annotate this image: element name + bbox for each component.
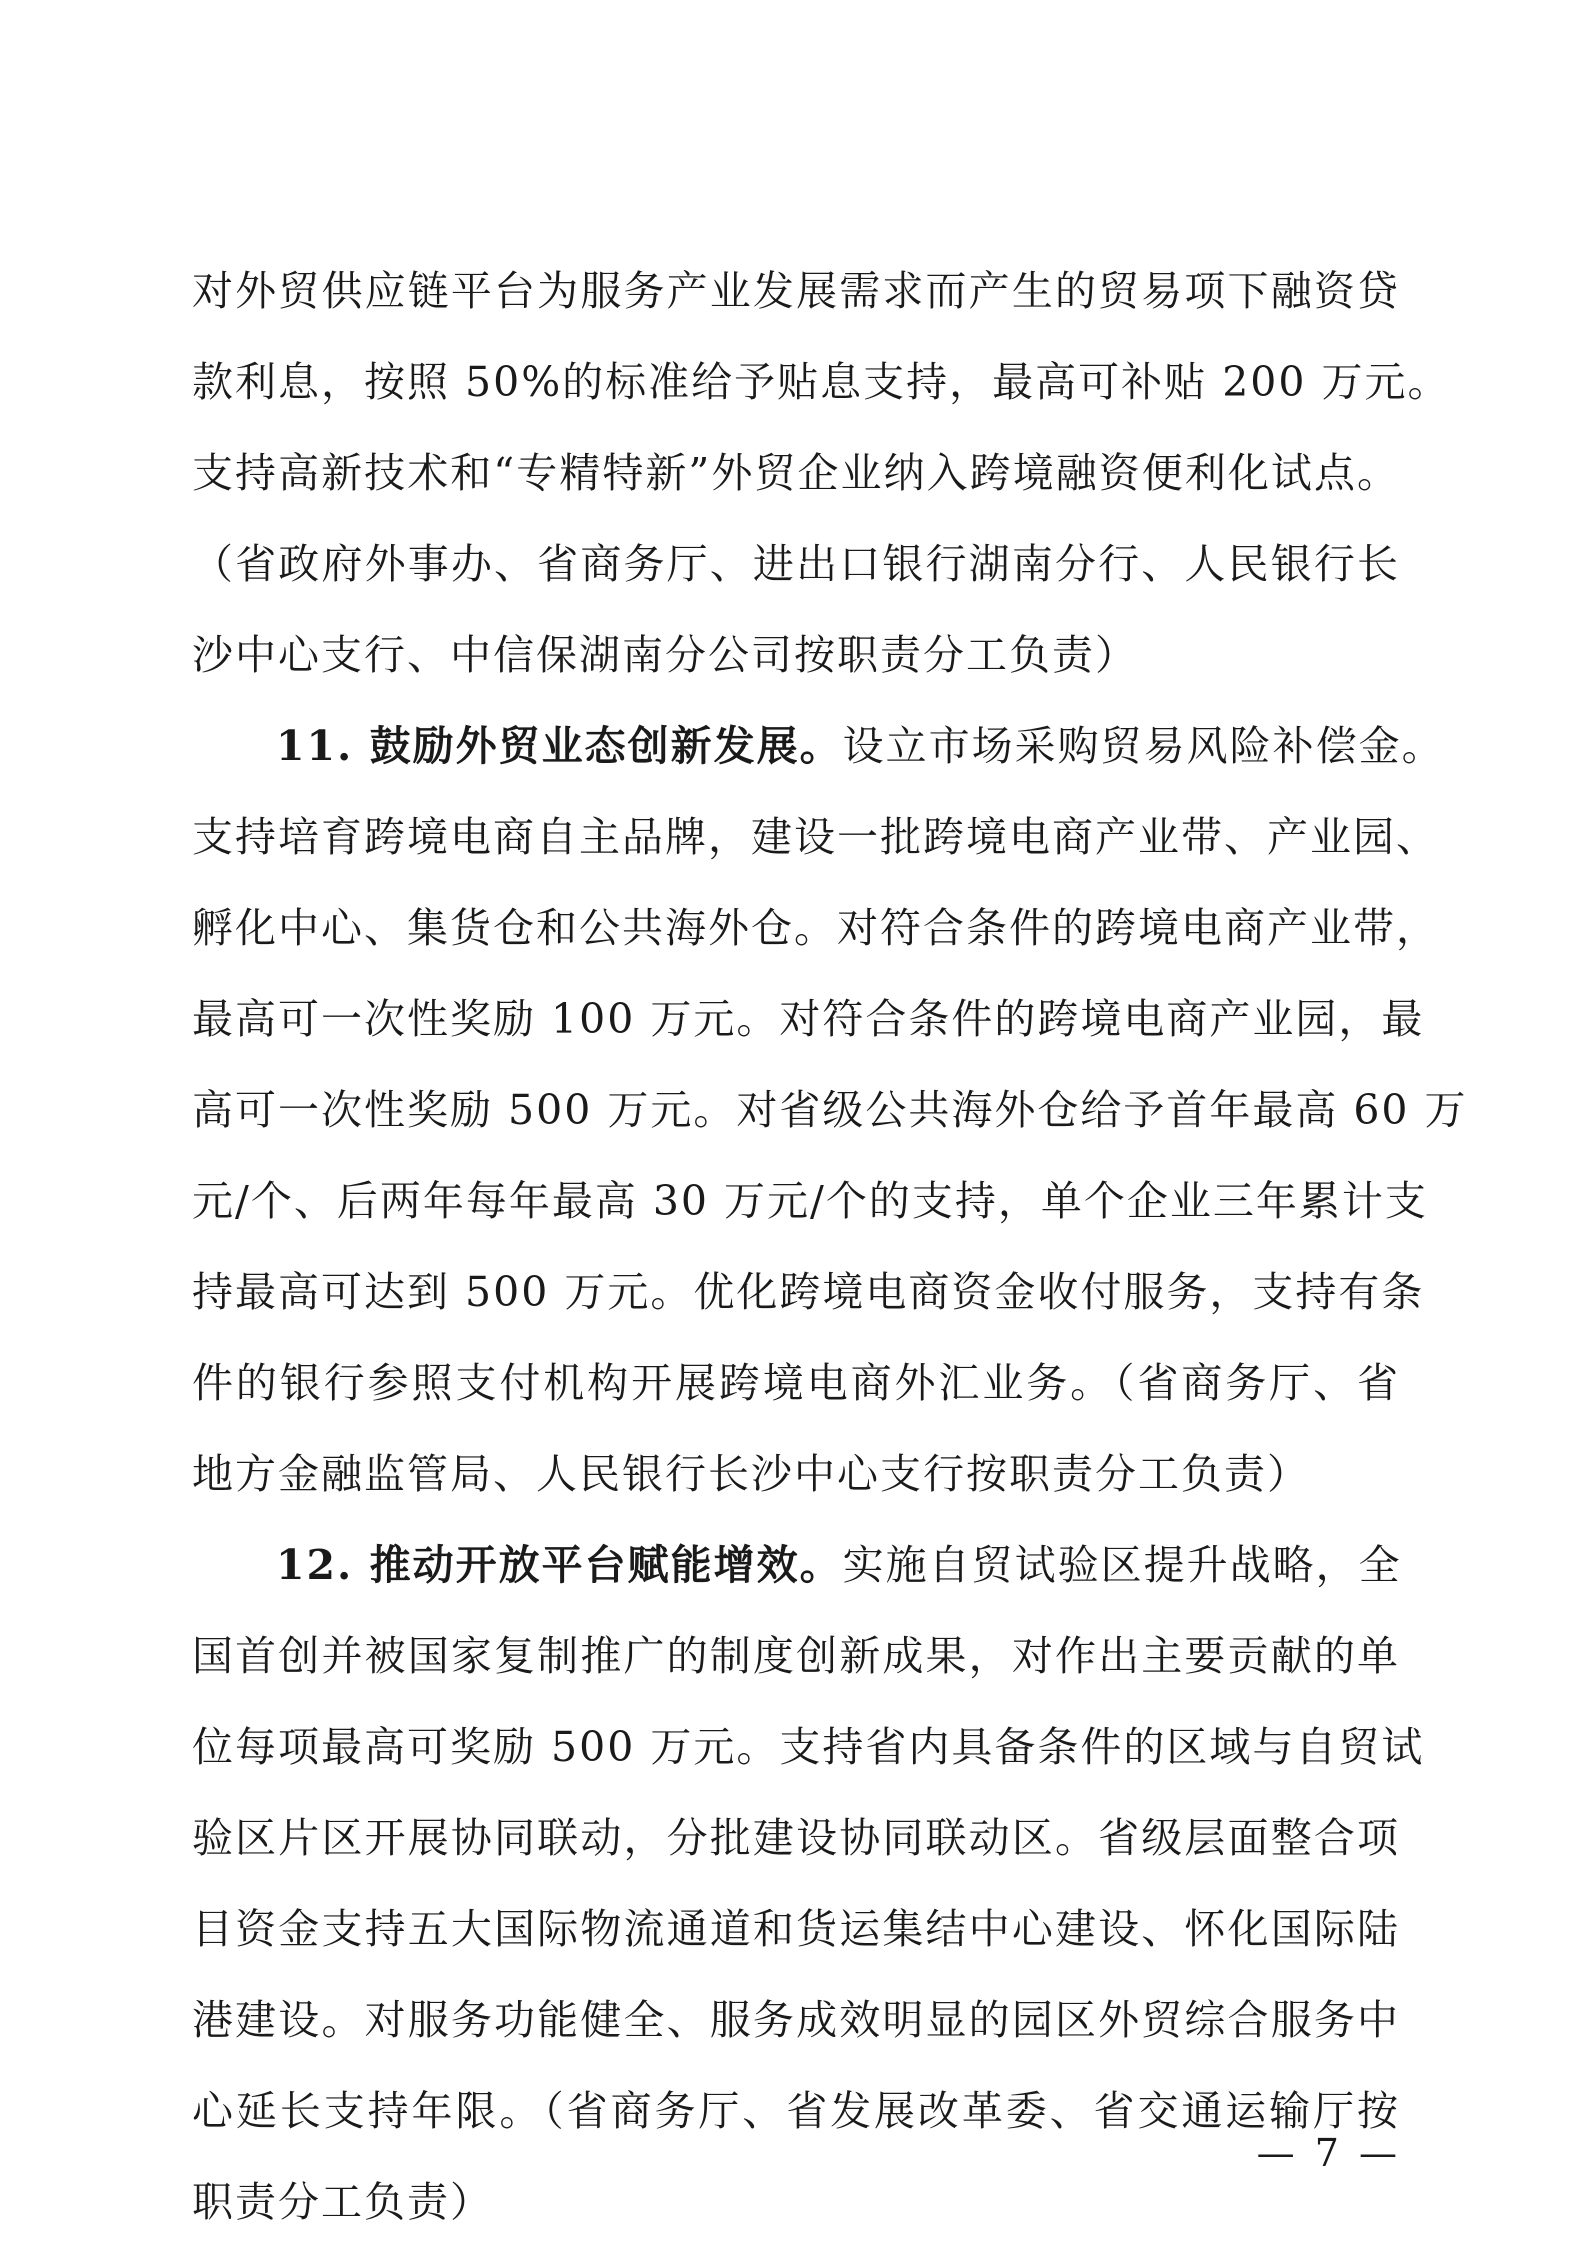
paragraph-11 <box>192 701 1468 1520</box>
page-number: — 7 — <box>1256 2131 1401 2175</box>
text-run: 实施自贸试验区提升战略，全 <box>842 1541 1402 1589</box>
text-line: 对外贸供应链平台为服务产业发展需求而产生的贸易项下融资贷 <box>192 267 1400 315</box>
text-line: （省政府外事办、省商务厅、进出口银行湖南分行、人民银行长 <box>192 540 1400 588</box>
text-line: 职责分工负责） <box>192 2178 493 2226</box>
text-line: 孵化中心、集货仓和公共海外仓。对符合条件的跨境电商产业带， <box>192 904 1439 952</box>
text-run: 设立市场采购贸易风险补偿金。 <box>842 722 1445 770</box>
paragraph-12 <box>192 1520 1425 2248</box>
text-line <box>192 1520 1400 1611</box>
text-line: 地方金融监管局、人民银行长沙中心支行按职责分工负责） <box>192 1450 1310 1498</box>
paragraph-10-continuation <box>192 246 1451 701</box>
text-line: 沙中心支行、中信保湖南分公司按职责分工负责） <box>192 631 1138 679</box>
text-line: 持最高可达到 500 万元。优化跨境电商资金收付服务，支持有条 <box>192 1268 1425 1316</box>
text-line: 元/个、后两年每年最高 30 万元/个的支持，单个企业三年累计支 <box>192 1177 1428 1225</box>
text-line: 支持培育跨境电商自主品牌，建设一批跨境电商产业带、产业园、 <box>192 813 1439 861</box>
text-line: 港建设。对服务功能健全、服务成效明显的园区外贸综合服务中 <box>192 1996 1400 2044</box>
text-line: 心延长支持年限。（省商务厅、省发展改革委、省交通运输厅按 <box>192 2087 1400 2135</box>
text-line: 位每项最高可奖励 500 万元。支持省内具备条件的区域与自贸试 <box>192 1723 1425 1771</box>
text-line: 款利息，按照 50%的标准给予贴息支持，最高可补贴 200 万元。 <box>192 358 1451 406</box>
paragraph-heading: 11. 鼓励外贸业态创新发展。 <box>276 722 843 770</box>
text-line: 支持高新技术和“专精特新”外贸企业纳入跨境融资便利化试点。 <box>192 449 1400 497</box>
text-line: 验区片区开展协同联动，分批建设协同联动区。省级层面整合项 <box>192 1814 1400 1862</box>
text-line: 最高可一次性奖励 100 万元。对符合条件的跨境电商产业园，最 <box>192 995 1425 1043</box>
text-line: 高可一次性奖励 500 万元。对省级公共海外仓给予首年最高 60 万 <box>192 1086 1468 1134</box>
body-text <box>192 246 1468 2248</box>
text-line: 国首创并被国家复制推广的制度创新成果，对作出主要贡献的单 <box>192 1632 1400 1680</box>
text-line <box>192 701 1445 792</box>
text-line: 件的银行参照支付机构开展跨境电商外汇业务。（省商务厅、省 <box>192 1359 1400 1407</box>
text-line: 目资金支持五大国际物流通道和货运集结中心建设、怀化国际陆 <box>192 1905 1400 1953</box>
paragraph-heading: 12. 推动开放平台赋能增效。 <box>276 1541 843 1589</box>
